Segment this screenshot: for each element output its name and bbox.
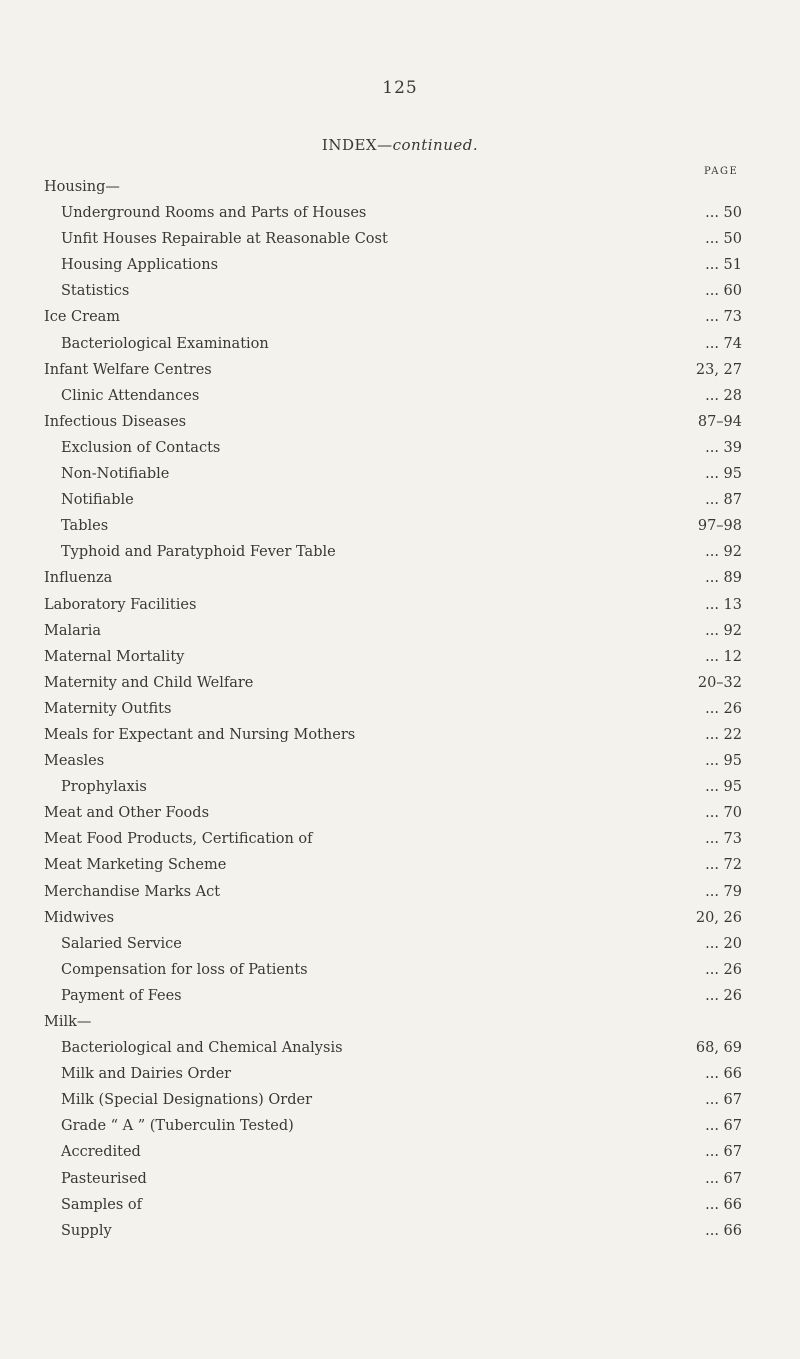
index-entry xyxy=(0,644,800,670)
index-entry-label: Housing Applications xyxy=(61,257,219,274)
index-entry-page: ... 92 xyxy=(705,622,742,639)
index-entry-page: ... 70 xyxy=(705,805,742,822)
index-entry-page: ... 66 xyxy=(705,1066,742,1083)
index-entry xyxy=(0,1218,800,1244)
index-entry xyxy=(0,435,800,461)
index-entry-label: Supply xyxy=(61,1222,112,1239)
page-number: 125 xyxy=(382,78,418,98)
index-entry xyxy=(0,565,800,591)
index-entry-page: ... 28 xyxy=(705,387,742,404)
page-column-header: PAGE xyxy=(704,166,739,177)
index-entry-page: ... 89 xyxy=(705,570,742,587)
index-entry xyxy=(0,1087,800,1113)
index-entry-label: Payment of Fees xyxy=(61,987,182,1004)
index-entries xyxy=(0,174,800,1244)
index-entry-label: Milk (Special Designations) Order xyxy=(61,1092,313,1109)
index-entry-label: Meat and Other Foods xyxy=(44,805,210,822)
index-entry xyxy=(0,200,800,226)
index-title xyxy=(0,136,800,154)
index-entry-page: ... 22 xyxy=(705,726,742,743)
index-entry-page: ... 72 xyxy=(705,857,742,874)
index-entry xyxy=(0,1139,800,1165)
index-entry xyxy=(0,383,800,409)
index-entry xyxy=(0,1166,800,1192)
index-entry xyxy=(0,1192,800,1218)
index-entry-label: Milk— xyxy=(44,1014,92,1030)
index-entry-label: Malaria xyxy=(44,622,101,639)
index-entry-page: 20–32 xyxy=(697,674,742,691)
index-entry-page: ... 20 xyxy=(705,935,742,952)
index-entry-page: ... 39 xyxy=(705,439,742,456)
index-entry-label: Salaried Service xyxy=(61,935,182,952)
index-entry-label: Meat Marketing Scheme xyxy=(44,857,227,874)
index-entry-label: Merchandise Marks Act xyxy=(44,883,221,900)
index-entry-label: Influenza xyxy=(44,570,113,587)
index-entry xyxy=(0,670,800,696)
index-entry xyxy=(0,592,800,618)
index-entry xyxy=(0,931,800,957)
index-entry-page: 23, 27 xyxy=(695,361,742,378)
index-entry xyxy=(0,722,800,748)
index-entry-label: Non-Notifiable xyxy=(61,466,170,483)
index-entry-page: ... 67 xyxy=(705,1144,742,1161)
index-entry-label: Bacteriological and Chemical Analysis xyxy=(61,1040,343,1057)
index-entry-page: ... 74 xyxy=(705,335,742,352)
index-entry xyxy=(0,983,800,1009)
index-entry xyxy=(0,278,800,304)
index-entry-label: Housing— xyxy=(44,179,120,195)
index-entry xyxy=(0,487,800,513)
index-entry xyxy=(0,1061,800,1087)
index-entry-page: ... 67 xyxy=(705,1118,742,1135)
index-entry-label: Ice Cream xyxy=(44,309,121,326)
index-entry-label: Compensation for loss of Patients xyxy=(61,961,308,978)
index-entry-label: Maternity Outfits xyxy=(44,700,172,717)
index-entry xyxy=(0,1035,800,1061)
index-entry-page: ... 67 xyxy=(705,1092,742,1109)
index-entry xyxy=(0,774,800,800)
index-entry-page: 87–94 xyxy=(697,413,742,430)
index-entry-page: 97–98 xyxy=(697,518,742,535)
index-entry-label: Unfit Houses Repairable at Reasonable Cost xyxy=(61,231,388,248)
index-entry-page: ... 60 xyxy=(705,283,742,300)
index-entry-label: Measles xyxy=(44,753,105,770)
index-entry-page: ... 95 xyxy=(705,753,742,770)
index-entry xyxy=(0,852,800,878)
index-entry-label: Infant Welfare Centres xyxy=(44,361,212,378)
index-entry-page: ... 13 xyxy=(705,596,742,613)
index-entry-page: ... 12 xyxy=(705,648,742,665)
index-entry xyxy=(0,461,800,487)
index-entry-page: ... 66 xyxy=(705,1222,742,1239)
index-entry-page: ... 95 xyxy=(705,466,742,483)
index-entry-label: Prophylaxis xyxy=(61,779,147,796)
index-entry-label: Laboratory Facilities xyxy=(44,596,197,613)
index-entry-label: Bacteriological Examination xyxy=(61,335,269,352)
index-entry xyxy=(0,800,800,826)
index-entry-page: ... 26 xyxy=(705,700,742,717)
index-entry xyxy=(0,1113,800,1139)
index-entry-page: 20, 26 xyxy=(695,909,742,926)
index-entry-label: Tables xyxy=(61,518,109,535)
index-entry xyxy=(0,174,800,200)
index-entry-page: ... 87 xyxy=(705,492,742,509)
index-entry-label: Samples of xyxy=(61,1196,142,1213)
index-entry-page: ... 79 xyxy=(705,883,742,900)
index-entry-page: ... 73 xyxy=(705,831,742,848)
index-entry-label: Accredited xyxy=(61,1144,141,1161)
index-entry xyxy=(0,748,800,774)
index-entry xyxy=(0,513,800,539)
index-entry-label: Midwives xyxy=(44,909,115,926)
index-entry-page: ... 66 xyxy=(705,1196,742,1213)
index-entry xyxy=(0,696,800,722)
index-entry xyxy=(0,331,800,357)
index-entry-page: ... 95 xyxy=(705,779,742,796)
index-entry-page: ... 50 xyxy=(705,231,742,248)
index-entry-label: Maternal Mortality xyxy=(44,648,185,665)
index-entry-page: ... 50 xyxy=(705,205,742,222)
index-entry-label: Maternity and Child Welfare xyxy=(44,674,254,691)
index-entry-label: Meals for Expectant and Nursing Mothers xyxy=(44,726,356,743)
index-entry-label: Notifiable xyxy=(61,492,134,509)
index-entry xyxy=(0,826,800,852)
index-entry xyxy=(0,1009,800,1035)
index-entry-label: Exclusion of Contacts xyxy=(61,439,221,456)
index-entry xyxy=(0,409,800,435)
index-entry-page: ... 67 xyxy=(705,1170,742,1187)
index-entry-label: Meat Food Products, Certification of xyxy=(44,831,313,848)
index-title-suffix: —continued. xyxy=(377,136,479,154)
index-entry xyxy=(0,539,800,565)
index-entry-page: ... 73 xyxy=(705,309,742,326)
index-entry xyxy=(0,957,800,983)
index-entry xyxy=(0,879,800,905)
index-entry-page: 68, 69 xyxy=(695,1040,742,1057)
index-entry-label: Underground Rooms and Parts of Houses xyxy=(61,205,367,222)
index-entry-label: Statistics xyxy=(61,283,130,300)
index-entry xyxy=(0,618,800,644)
index-entry xyxy=(0,357,800,383)
index-entry-label: Pasteurised xyxy=(61,1170,147,1187)
index-entry-label: Clinic Attendances xyxy=(61,387,200,404)
index-title-main: INDEX xyxy=(321,136,378,154)
index-entry-label: Milk and Dairies Order xyxy=(61,1066,232,1083)
index-entry-page: ... 26 xyxy=(705,961,742,978)
index-entry xyxy=(0,905,800,931)
index-entry xyxy=(0,252,800,278)
index-entry xyxy=(0,226,800,252)
index-entry-label: Infectious Diseases xyxy=(44,413,187,430)
index-entry-page: ... 92 xyxy=(705,544,742,561)
index-entry-label: Grade “ A ” (Tuberculin Tested) xyxy=(61,1118,294,1135)
index-entry-page: ... 26 xyxy=(705,987,742,1004)
index-entry xyxy=(0,304,800,330)
index-entry-label: Typhoid and Paratyphoid Fever Table xyxy=(61,544,336,561)
index-entry-page: ... 51 xyxy=(705,257,742,274)
